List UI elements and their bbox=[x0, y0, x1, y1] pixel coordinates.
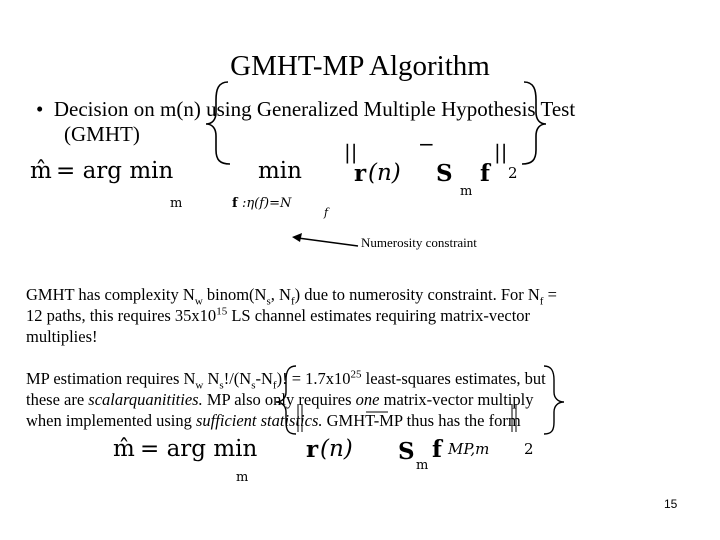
eq1-f: f bbox=[480, 160, 490, 187]
page-number: 15 bbox=[664, 497, 678, 511]
eq1-mhat: m̂ bbox=[30, 158, 52, 184]
complexity-paragraph bbox=[26, 284, 557, 347]
bullet-item bbox=[36, 97, 575, 122]
bullet-marker: • bbox=[36, 97, 44, 121]
mp-line-3: when implemented using sufficient statistics. GMHT-MP thus has the form bbox=[26, 411, 521, 430]
eq1-left-brace bbox=[206, 82, 230, 164]
eq2-n-arg: (n) bbox=[320, 436, 353, 462]
complexity-line-3: multiplies! bbox=[26, 327, 98, 346]
eq2-mhat: m̂ bbox=[113, 436, 135, 462]
eq2-S: S bbox=[398, 438, 415, 465]
eq1-S: S bbox=[436, 160, 453, 187]
bullet-text: Decision on m(n) using Generalized Multiple Hypothesis Test bbox=[53, 97, 576, 121]
mp-line-2: these are scalarquanitities. MP also only requires one matrix-vector multiply bbox=[26, 390, 534, 409]
eq2-exponent: 2 bbox=[524, 440, 534, 458]
eq1-n-arg: (n) bbox=[368, 160, 401, 186]
numerosity-arrowhead bbox=[292, 233, 302, 242]
eq1-argmin-subscript: m bbox=[170, 196, 183, 211]
eq1-right-bars: || bbox=[494, 140, 508, 164]
slide-title: GMHT-MP Algorithm bbox=[230, 50, 490, 82]
eq2-argmin-subscript: m bbox=[236, 470, 249, 485]
eq1-argmin: = arg min bbox=[56, 158, 174, 184]
eq1-min-subscript-index: f bbox=[324, 206, 329, 219]
mp-line-1: MP estimation requires $N_w$ $N_s!/(N_s-N_f)$! = $1.7x10^{25}$ least-squares estimates, but bbox=[26, 368, 546, 392]
eq2-r: r bbox=[306, 436, 319, 463]
bullet-text-continued: (GMHT) bbox=[64, 122, 140, 146]
eq1-r: r bbox=[354, 160, 367, 187]
numerosity-annotation: Numerosity constraint bbox=[361, 235, 477, 250]
eq1-left-bars: || bbox=[344, 140, 358, 164]
eq1-right-brace bbox=[522, 82, 546, 164]
eq1-min: min bbox=[258, 158, 302, 184]
eq1-min-subscript-f: f bbox=[232, 196, 238, 211]
eq2-f: f bbox=[432, 436, 442, 463]
eq1-exponent: 2 bbox=[508, 164, 518, 182]
eq2-argmin: = arg min bbox=[140, 436, 258, 462]
mp-estimation-paragraph bbox=[26, 368, 546, 431]
eq1-S-subscript: m bbox=[460, 184, 473, 199]
complexity-line-2: 12 paths, this requires $35x10^{15}$ LS channel estimates requiring matrix-vector bbox=[26, 305, 531, 325]
eq1-min-subscript-constraint: :η(f)=N bbox=[242, 196, 292, 211]
eq2-superscript: MP,m bbox=[448, 440, 490, 458]
eq2-S-subscript: m bbox=[416, 458, 429, 473]
complexity-line-1: GMHT has complexity $N_w$ $binom(N_s$, $N_f$) due to numerosity constraint. For $N_f$ = bbox=[26, 285, 557, 308]
eq2-right-brace bbox=[544, 366, 564, 434]
numerosity-arrow bbox=[298, 238, 358, 246]
eq1-minus: − bbox=[418, 132, 435, 156]
